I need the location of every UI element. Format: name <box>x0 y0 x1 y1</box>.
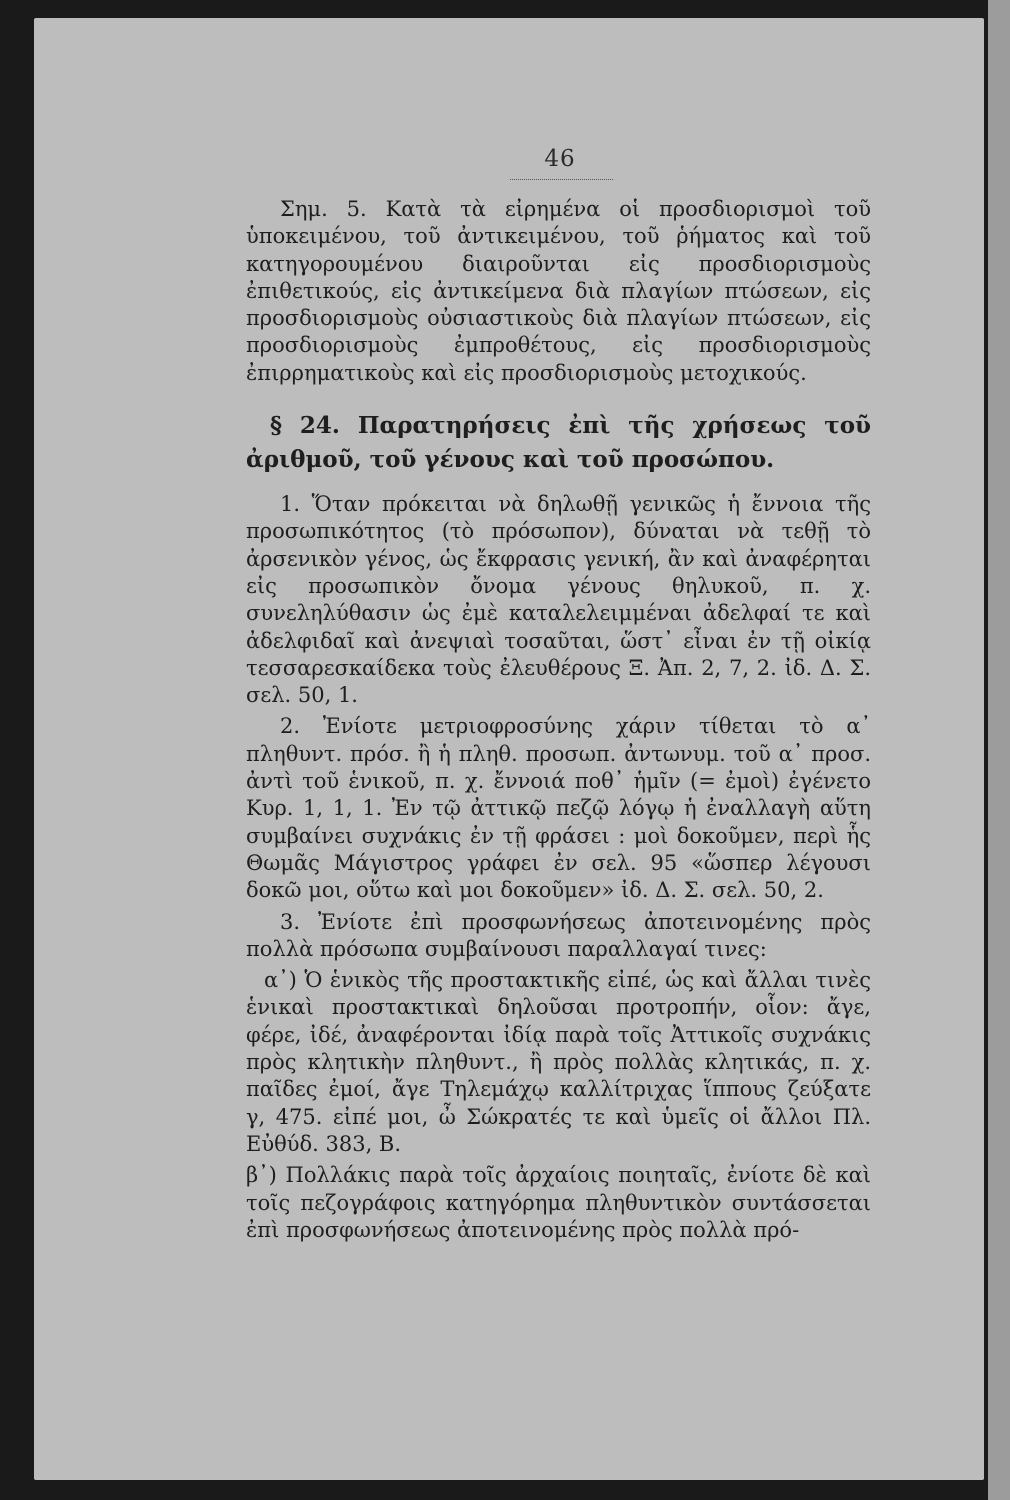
paragraph-3b: β᾿) Πολλάκις παρὰ τοῖς ἀρχαίοις ποιηταῖς, ἐνίοτε δὲ καὶ τοῖς πεζογράφοις κατηγόρημα πληθυντικὸν συντάσσεται ἐπὶ προσφωνήσεως ἀποτεινομένης πρὸς πολλὰ πρό- <box>246 1163 871 1242</box>
next-page-edge <box>988 0 1010 1500</box>
paragraph-1: 1. Ὅταν πρόκειται νὰ δηλωθῇ γενικῶς ἡ ἔννοια τῆς προσωπικότητος (τὸ πρόσωπον), δύναται νὰ τεθῇ τὸ ἀρσενικὸν γένος, ὡς ἔκφρασις γενική, ἂν καὶ ἀναφέρηται εἰς προσωπικὸν ὄνομα γένους θηλυκοῦ, π. χ. συνεληλύθασιν ὡς ἐμὲ καταλελειμμέναι ἀδελφαί τε καὶ ἀδελφιδαῖ καὶ ἀνεψιαὶ τοσαῦται, ὥστ᾿ εἶναι ἐν τῇ οἰκίᾳ τεσσαρεσκαίδεκα τοὺς ἐλευθέρους Ξ. Ἀπ. 2, 7, 2. ἰδ. Δ. Σ. σελ. 50, 1. <box>246 492 871 708</box>
page-number: 46 <box>544 146 576 172</box>
section-heading: § 24. Παρατηρήσεις ἐπὶ τῆς χρήσεως τοῦ ἀριθμοῦ, τοῦ γένους καὶ τοῦ προσώπου. <box>246 412 871 474</box>
page-number-rule <box>510 179 613 180</box>
paragraph-3a: α᾿) Ὁ ἑνικὸς τῆς προστακτικῆς εἰπέ, ὡς καὶ ἄλλαι τινὲς ἑνικαὶ προστακτικαὶ δηλοῦσαι προτροπήν, οἷον: ἄγε, φέρε, ἰδέ, ἀναφέρονται ἰδίᾳ παρὰ τοῖς Ἀττικοῖς συχνάκις πρὸς κλητικὴν πληθυντ., ἢ πρὸς πολλὰς κλητικάς, π. χ. παῖδες ἐμοί, ἄγε Τηλεμάχῳ καλλίτριχας ἵππους ζεύξατε γ, 475. εἰπέ μοι, ὦ Σώκρατές τε καὶ ὑμεῖς οἱ ἄλλοι Πλ. Εὐθύδ. 383, Β. <box>246 968 871 1156</box>
paragraph-3: 3. Ἐνίοτε ἐπὶ προσφωνήσεως ἀποτεινομένης πρὸς πολλὰ πρόσωπα συμβαίνουσι παραλλαγαί τινες: <box>246 909 871 961</box>
paragraph-2: 2. Ἐνίοτε μετριοφροσύνης χάριν τίθεται τὸ α᾿ πληθυντ. πρόσ. ἢ ἡ πληθ. προσωπ. ἀντωνυμ. τοῦ α᾿ προσ. ἀντὶ τοῦ ἑνικοῦ, π. χ. ἔννοιά ποθ᾿ ἡμῖν (= ἐμοὶ) ἐγένετο Κυρ. 1, 1, 1. Ἐν τῷ ἀττικῷ πεζῷ λόγῳ ἡ ἐναλλαγὴ αὕτη συμβαίνει συχνάκις ἐν τῇ φράσει : μοὶ δοκοῦμεν, περὶ ἧς Θωμᾶς Μάγιστρος γράφει ἐν σελ. 95 «ὥσπερ λέγουσι δοκῶ μοι, οὕτω καὶ μοι δοκοῦμεν» ἰδ. Δ. Σ. σελ. 50, 2. <box>246 714 871 903</box>
page-text <box>246 196 871 1244</box>
note-5: Σημ. 5. Κατὰ τὰ εἰρημένα οἱ προσδιορισμοὶ τοῦ ὑποκειμένου, τοῦ ἀντικειμένου, τοῦ ῥήματος καὶ τοῦ κατηγορουμένου διαιροῦνται εἰς προσδιορισμοὺς ἐπιθετικούς, εἰς ἀντικείμενα διὰ πλαγίων πτώσεων, εἰς προσδιορισμοὺς οὐσιαστικοὺς διὰ πλαγίων πτώσεων, εἰς προσδιορισμοὺς ἐμπροθέτους, εἰς προσδιορισμοὺς ἐπιρρηματικοὺς καὶ εἰς προσδιορισμοὺς μετοχικούς. <box>246 197 871 385</box>
